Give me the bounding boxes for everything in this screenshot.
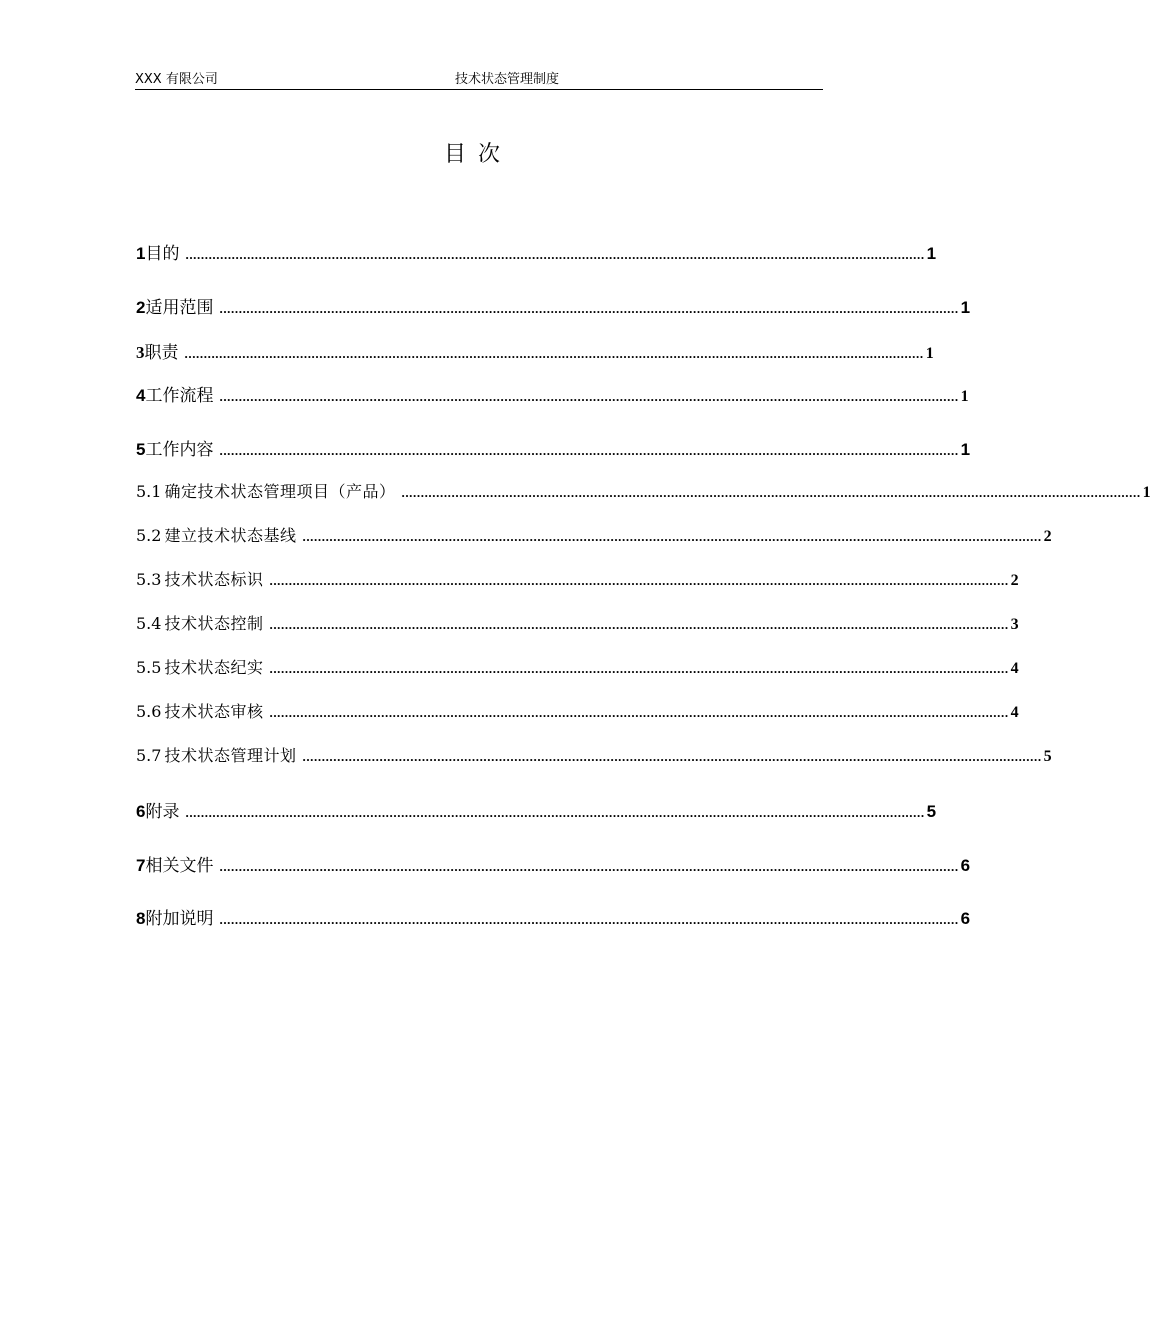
toc-leader: ................................................................................................................................................................................................ (269, 661, 1009, 676)
toc-page: 2 (1043, 528, 1052, 545)
toc-page: 1 (960, 440, 971, 459)
toc-label: 附加说明 (145, 909, 214, 929)
toc-entry-5-3[interactable] (136, 567, 1019, 589)
toc-page: 1 (960, 388, 969, 405)
toc-number: 5.3 (136, 570, 162, 589)
toc-number: 5.1 (136, 482, 162, 501)
toc-leader: ................................................................................................................................................................................................ (184, 346, 924, 361)
toc-page: 6 (960, 856, 971, 875)
toc-label: 附录 (145, 802, 180, 822)
toc-leader: ................................................................................................................................................................................................ (269, 705, 1009, 720)
toc-number: 5.7 (136, 746, 162, 765)
toc-page: 2 (1010, 572, 1019, 589)
toc-leader: ................................................................................................................................................................................................ (219, 859, 959, 874)
toc-entry-5-1[interactable] (136, 479, 1151, 501)
toc-label: 适用范围 (145, 298, 214, 318)
toc-entry-6[interactable] (136, 797, 937, 822)
toc-entry-5-7[interactable] (136, 743, 1052, 765)
header-company: XXX 有限公司 (135, 72, 218, 87)
toc-page: 1 (925, 345, 934, 362)
toc-label: 技术状态纪实 (164, 658, 264, 677)
header-rule (135, 89, 823, 90)
header-doc-title: 技术状态管理制度 (455, 72, 560, 87)
toc-page: 5 (926, 802, 937, 821)
toc-entry-1[interactable] (136, 239, 937, 264)
toc-label: 工作流程 (145, 386, 214, 406)
toc-number: 6 (136, 802, 146, 821)
toc-leader: ................................................................................................................................................................................................ (185, 805, 925, 820)
toc-leader: ................................................................................................................................................................................................ (185, 247, 925, 262)
toc-label: 建立技术状态基线 (164, 526, 297, 545)
toc-number: 5.4 (136, 614, 162, 633)
toc-leader: ................................................................................................................................................................................................ (302, 529, 1042, 544)
toc-page: 5 (1043, 748, 1052, 765)
toc-number: 4 (136, 386, 146, 405)
toc-leader: ................................................................................................................................................................................................ (219, 301, 959, 316)
toc-label: 技术状态控制 (164, 614, 264, 633)
toc-number: 5.6 (136, 702, 162, 721)
toc-number: 7 (136, 856, 146, 875)
toc-number: 2 (136, 298, 146, 317)
toc-page: 1 (1142, 484, 1151, 501)
toc-label: 确定技术状态管理项目（产品） (164, 482, 396, 501)
toc-page: 6 (960, 909, 971, 928)
toc-leader: ................................................................................................................................................................................................ (401, 485, 1141, 500)
toc-page: 4 (1010, 660, 1019, 677)
toc-leader: ................................................................................................................................................................................................ (302, 749, 1042, 764)
toc-label: 目的 (145, 244, 180, 264)
toc-entry-5-6[interactable] (136, 699, 1019, 721)
toc-page: 1 (960, 298, 971, 317)
toc-entry-5-5[interactable] (136, 655, 1019, 677)
toc-entry-5[interactable] (136, 435, 971, 460)
toc-entry-7[interactable] (136, 851, 971, 876)
page-title: 目次 (443, 142, 512, 167)
toc-page: 3 (1010, 616, 1019, 633)
toc-number: 8 (136, 909, 146, 928)
toc-leader: ................................................................................................................................................................................................ (219, 443, 959, 458)
toc-number: 3 (136, 343, 145, 362)
toc-label: 工作内容 (145, 440, 214, 460)
toc-entry-2[interactable] (136, 293, 971, 318)
toc-label: 职责 (144, 343, 179, 363)
toc-leader: ................................................................................................................................................................................................ (269, 573, 1009, 588)
toc-label: 相关文件 (145, 856, 214, 876)
toc-label: 技术状态标识 (164, 570, 264, 589)
toc-leader: ................................................................................................................................................................................................ (219, 912, 959, 927)
toc-number: 1 (136, 244, 146, 263)
toc-entry-5-2[interactable] (136, 523, 1052, 545)
toc-entry-5-4[interactable] (136, 611, 1019, 633)
toc-page: 4 (1010, 704, 1019, 721)
toc-entry-8[interactable] (136, 904, 971, 929)
toc-number: 5.2 (136, 526, 162, 545)
toc-leader: ................................................................................................................................................................................................ (219, 389, 959, 404)
toc-label: 技术状态审核 (164, 702, 264, 721)
toc-leader: ................................................................................................................................................................................................ (269, 617, 1009, 632)
toc-entry-4[interactable] (136, 381, 969, 406)
toc-page: 1 (926, 244, 937, 263)
toc-label: 技术状态管理计划 (164, 746, 297, 765)
toc-number: 5 (136, 440, 146, 459)
toc-entry-3[interactable] (136, 338, 934, 363)
toc-number: 5.5 (136, 658, 162, 677)
